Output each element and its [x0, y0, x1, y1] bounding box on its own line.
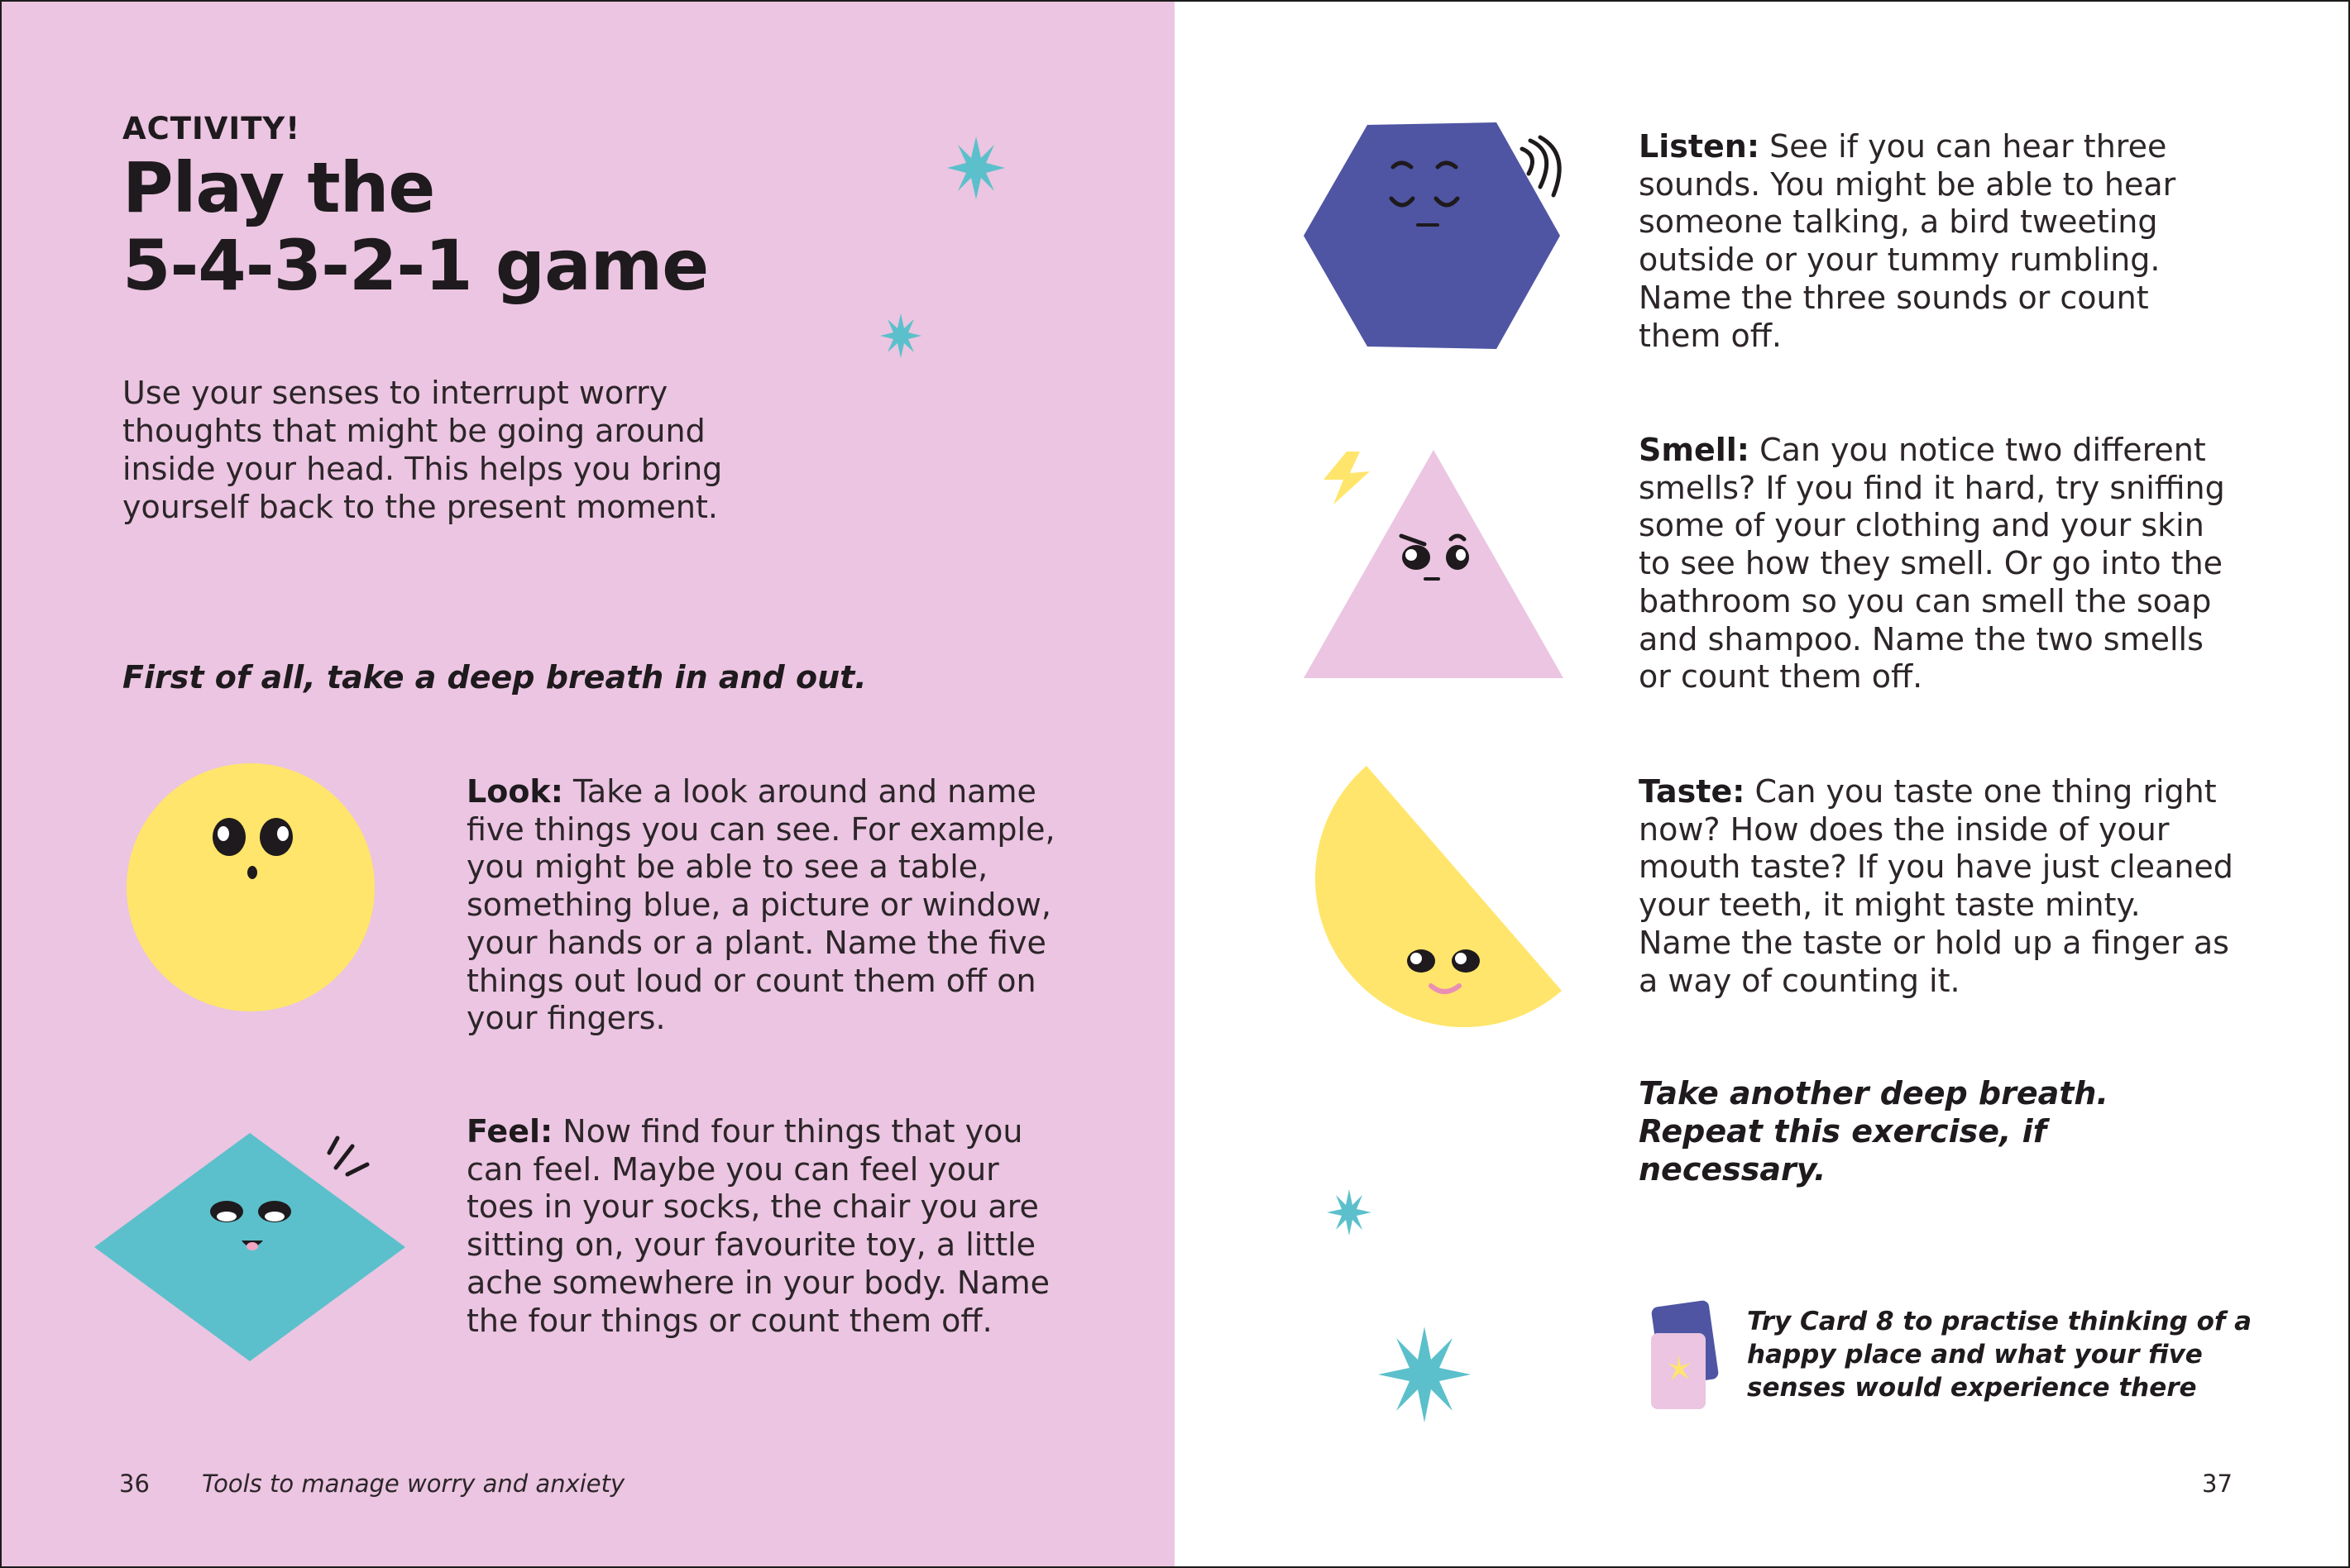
- right-page: [1175, 2, 2348, 1566]
- sparkle-icon: [880, 313, 921, 358]
- sparkle-icon: [1327, 1189, 1371, 1236]
- first-instruction: First of all, take a deep breath in and out.: [122, 659, 867, 696]
- feel-text: Now find four things that you can feel. Maybe you can feel your toes in your socks, the chair you are sitting on, your favourite toy, a little ache somewhere in your body. Name the four things or count them off.: [467, 1113, 1051, 1339]
- look-heading: Look:: [467, 773, 563, 810]
- yellow-circle-character: [126, 762, 376, 1012]
- closing-instruction: Take another deep breath. Repeat this exercise, if necessary.: [1639, 1075, 2108, 1188]
- listen-text: See if you can hear three sounds. You might be able to hear someone talking, a bird tweeting outside or your tummy rumbling. Name the three sounds or count them off.: [1639, 128, 2176, 354]
- intro-paragraph: Use your senses to interrupt worry thoughts that might be going around inside your head. This helps you bring yourself back to the present moment.: [122, 375, 723, 525]
- activity-label: ACTIVITY!: [122, 111, 301, 146]
- taste-paragraph: [1639, 773, 2234, 1000]
- smell-paragraph: [1639, 432, 2234, 696]
- title-line-2: 5-4-3-2-1 game: [122, 225, 709, 306]
- left-page: [2, 2, 1175, 1566]
- taste-heading: Taste:: [1639, 773, 1745, 810]
- surprise-lines-icon: [324, 1135, 374, 1178]
- look-text: Take a look around and name five things you can see. For example, you might be able to see a table, something blue, a picture or window, your hands or a plant. Name the five things out loud or count them off on your fingers.: [467, 773, 1055, 1037]
- pink-triangle-character: [1304, 450, 1563, 678]
- feel-heading: Feel:: [467, 1113, 553, 1150]
- running-title: Tools to manage worry and anxiety: [202, 1470, 625, 1498]
- sparkle-icon: [947, 136, 1005, 199]
- listen-paragraph: [1639, 128, 2234, 355]
- smell-heading: Smell:: [1639, 432, 1749, 468]
- feel-paragraph: [467, 1113, 1062, 1340]
- sound-waves-icon: [1514, 137, 1567, 197]
- listen-heading: Listen:: [1639, 128, 1760, 165]
- card-icon: [1646, 1303, 1717, 1413]
- look-paragraph: [467, 773, 1062, 1038]
- taste-text: Can you taste one thing right now? How does the inside of your mouth taste? If you have just cleaned your teeth, it might taste minty. Name the taste or hold up a finger as a way of counting it.: [1639, 773, 2233, 999]
- smell-text: Can you notice two different smells? If you find it hard, try sniffing some of your clothing and your skin to see how they smell. Or go into the bathroom so you can smell the soap and shampoo. Name the two smells or count them off.: [1639, 432, 2225, 696]
- title-line-1: Play the: [122, 147, 435, 228]
- page-number-right: 37: [2202, 1470, 2233, 1498]
- yellow-half-circle-character: [1299, 762, 1563, 1035]
- card-note: Try Card 8 to practise thinking of a happy place and what your five senses would experience there: [1747, 1307, 2252, 1403]
- sparkle-icon: [1378, 1327, 1471, 1422]
- page-title: [122, 149, 708, 304]
- page-number-left: 36: [119, 1470, 150, 1498]
